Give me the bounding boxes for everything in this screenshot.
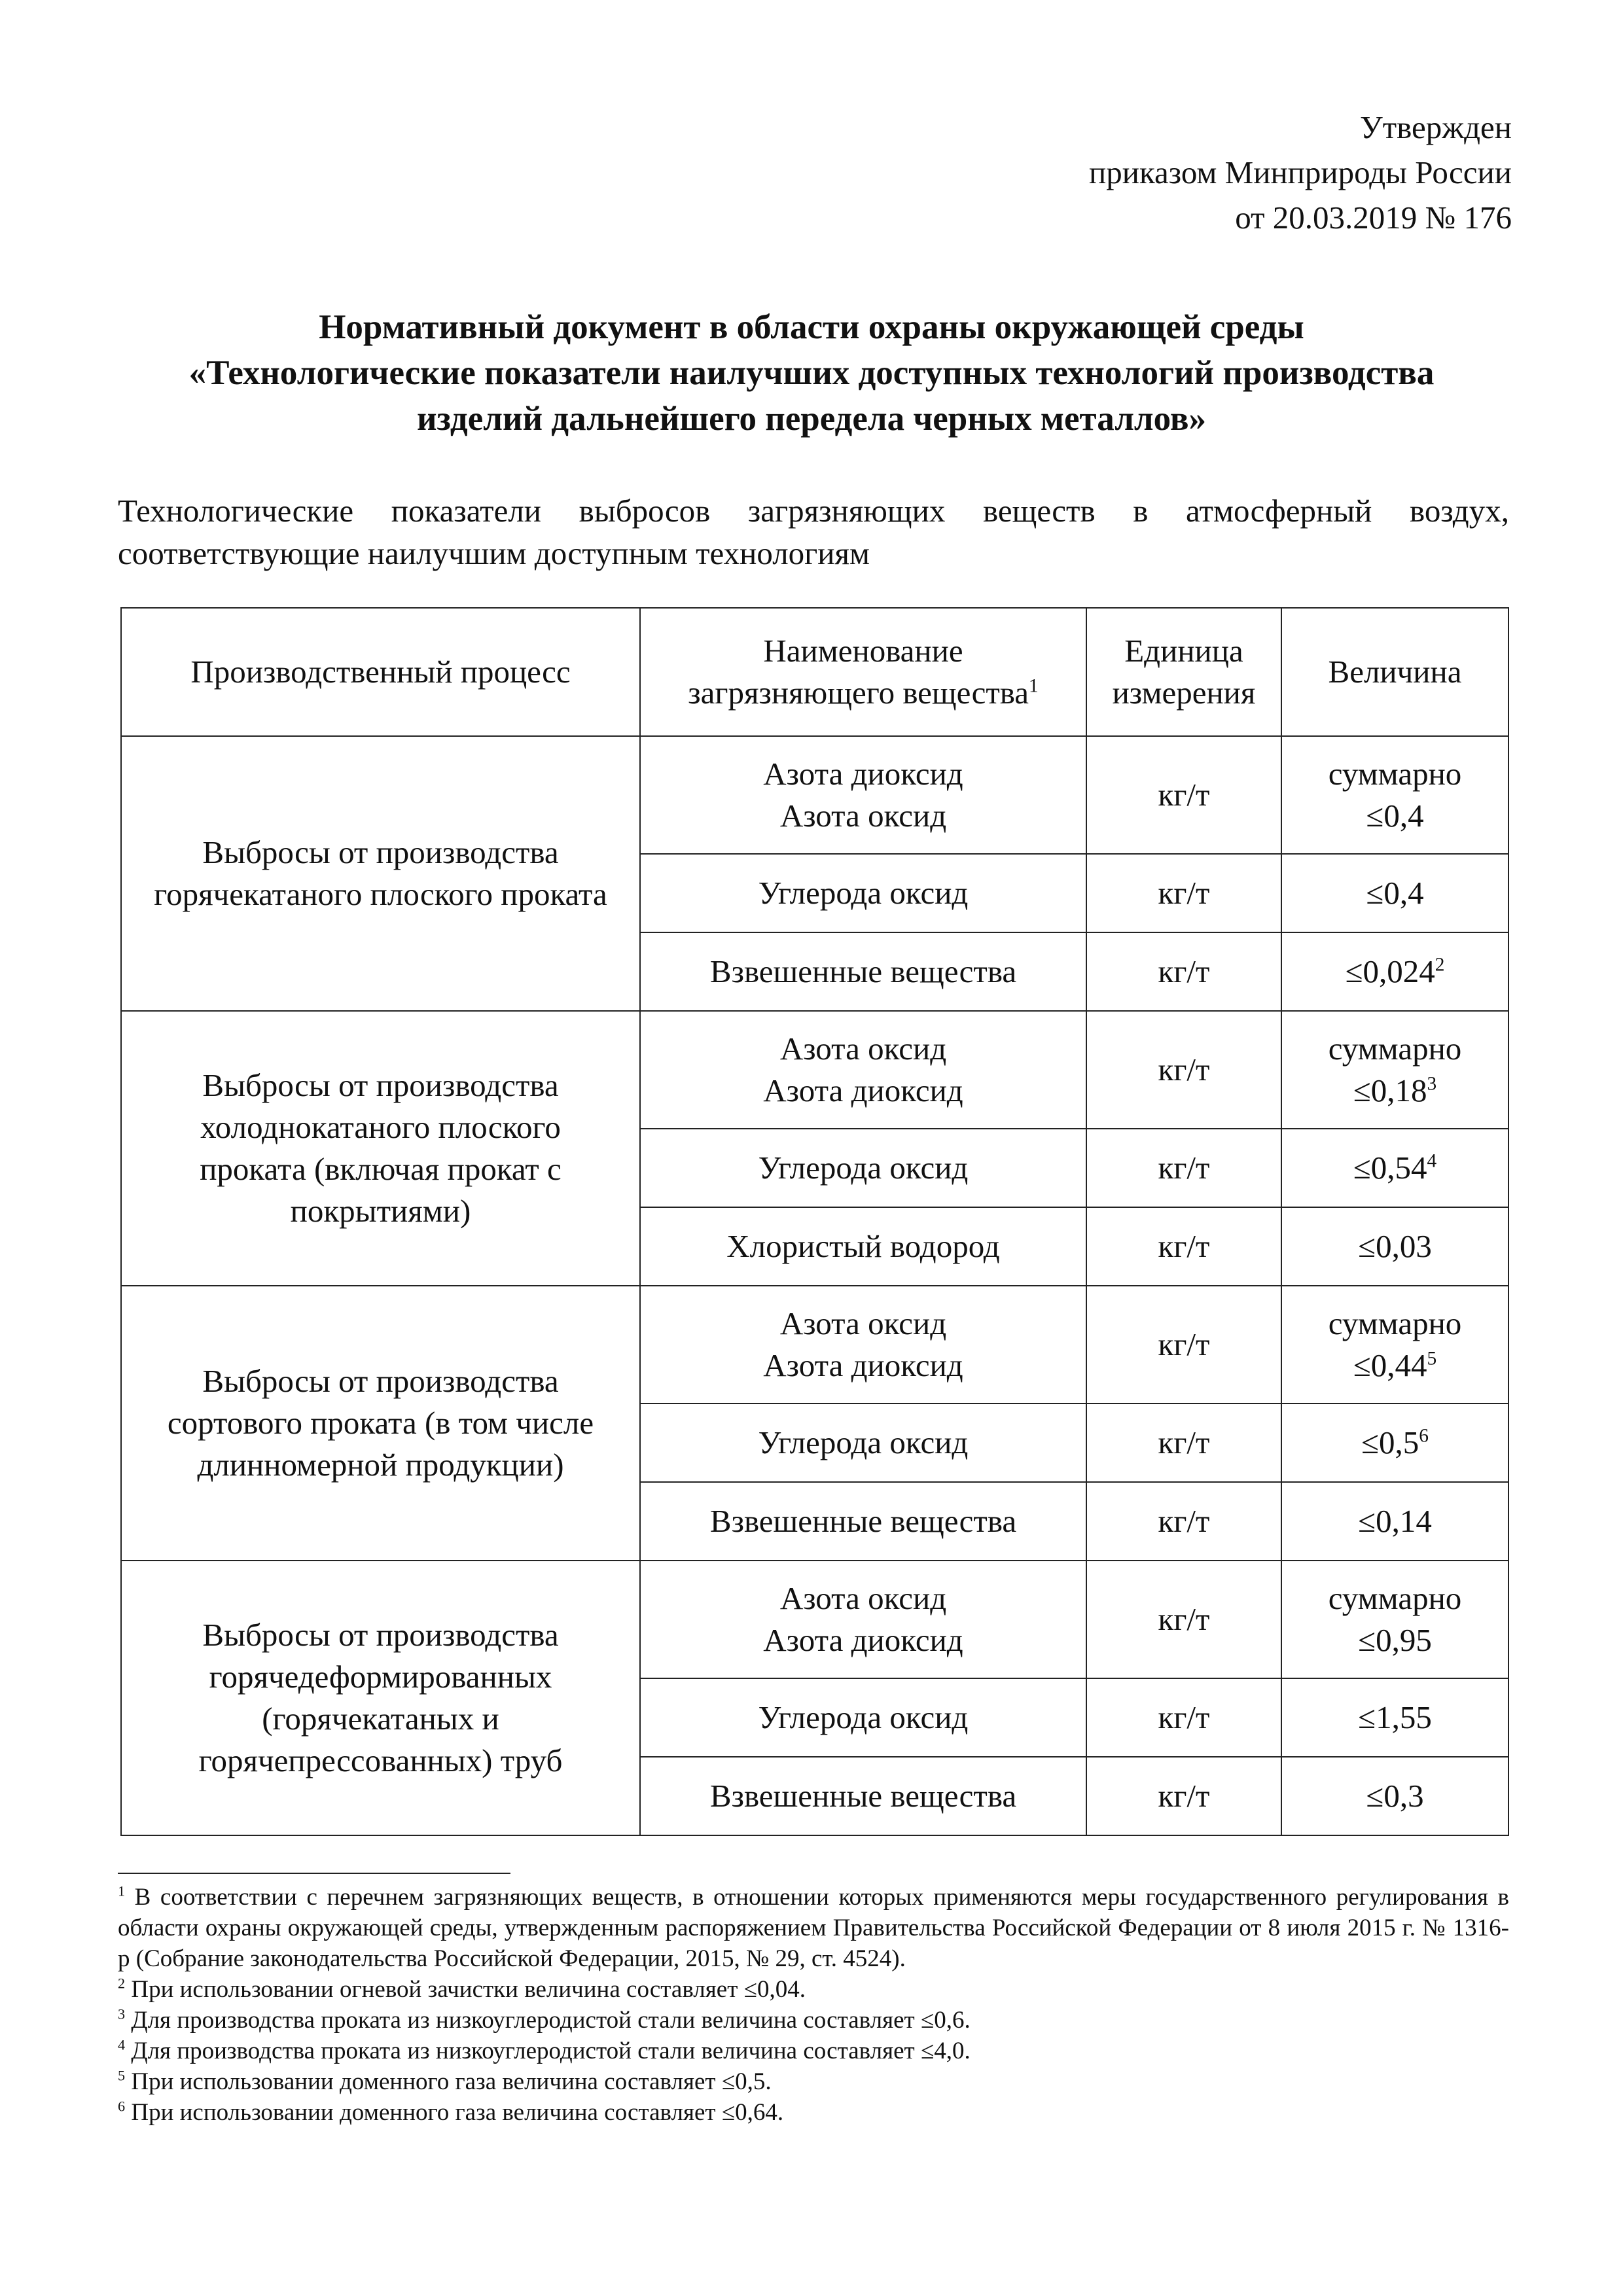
table-header-row	[121, 608, 1508, 736]
value-cell	[1281, 1404, 1508, 1482]
value-number: ≤0,14	[1358, 1503, 1432, 1539]
footnote-text: Для производства проката из низкоуглеродистой стали величина составляет ≤0,6.	[125, 2007, 971, 2034]
unit-cell: кг/т	[1086, 736, 1281, 854]
title-line: «Технологические показатели наилучших доступных технологий производства	[188, 354, 1435, 392]
value-cell	[1281, 736, 1508, 854]
value-number: ≤0,5	[1361, 1424, 1419, 1460]
table-row	[121, 1011, 1508, 1129]
value-number: ≤0,95	[1358, 1622, 1432, 1658]
substance-cell	[640, 854, 1086, 932]
approval-stamp	[923, 105, 1512, 240]
substance-name: Азота оксид	[779, 1305, 947, 1341]
footnote-text: В соответствии с перечнем загрязняющих веществ, в отношении которых применяются меры государственного регулирования в области охраны окружающей среды, утвержденным распоряжением Правительства Российской Федерации от 8 июля 2015 г. № 1316-р (Собрание законодательства Российской Федерации, 2015, № 29, ст. 4524).	[118, 1884, 1509, 1972]
unit-cell: кг/т	[1086, 1129, 1281, 1207]
process-line: холоднокатаного плоского	[200, 1109, 561, 1145]
caption-line: соответствующие наилучшим доступным технологиям	[118, 535, 870, 571]
footnote	[118, 1882, 1509, 1974]
value-cell	[1281, 1207, 1508, 1286]
footnote-number: 5	[118, 2067, 126, 2084]
unit-cell: кг/т	[1086, 932, 1281, 1011]
footnote-ref: 5	[1427, 1348, 1437, 1369]
footnotes	[118, 1882, 1509, 2128]
footnote-divider	[118, 1873, 510, 1874]
approval-date-line: от 20.03.2019 № 176	[1235, 200, 1512, 236]
substance-name: Взвешенные вещества	[709, 1778, 1017, 1814]
value-cell	[1281, 854, 1508, 932]
process-line: горячедеформированных	[209, 1659, 552, 1695]
unit-cell: кг/т	[1086, 1207, 1281, 1286]
value-qualifier: суммарно	[1328, 1580, 1462, 1616]
value-cell	[1281, 1561, 1508, 1678]
process-cell	[121, 1286, 640, 1561]
substance-name: Азота оксид	[779, 1031, 947, 1067]
value-number: ≤0,4	[1366, 798, 1424, 834]
value-number: ≤0,18	[1353, 1072, 1427, 1108]
value-number: ≤0,54	[1353, 1150, 1427, 1186]
substance-name: Углерода оксид	[758, 1424, 969, 1460]
unit-cell: кг/т	[1086, 854, 1281, 932]
substance-cell	[640, 1757, 1086, 1835]
emissions-table	[120, 607, 1509, 1836]
substance-cell	[640, 1129, 1086, 1207]
value-number: ≤0,4	[1366, 875, 1424, 911]
value-qualifier: суммарно	[1328, 1305, 1462, 1341]
process-line: покрытиями)	[290, 1193, 471, 1229]
substance-name: Азота диоксид	[763, 1347, 963, 1383]
substance-cell	[640, 736, 1086, 854]
value-cell	[1281, 1482, 1508, 1561]
substance-name: Взвешенные вещества	[709, 953, 1017, 989]
process-line: горячепрессованных) труб	[198, 1742, 563, 1778]
header-substance: Наименование загрязняющего вещества$^1$	[640, 608, 1086, 736]
footnote-ref: 3	[1427, 1073, 1437, 1095]
value-qualifier: суммарно	[1328, 756, 1462, 792]
process-line: Выбросы от производства	[202, 834, 559, 870]
footnote-text: Для производства проката из низкоуглеродистой стали величина составляет ≤4,0.	[125, 2038, 971, 2064]
substance-name: Хлористый водород	[726, 1228, 1000, 1264]
unit-cell: кг/т	[1086, 1011, 1281, 1129]
process-line: длинномерной продукции)	[197, 1447, 564, 1483]
process-line: проката (включая прокат с	[200, 1151, 562, 1187]
footnote-number: 3	[118, 2005, 126, 2022]
footnote-text: При использовании доменного газа величина составляет ≤0,64.	[125, 2099, 784, 2126]
value-number: ≤0,3	[1366, 1778, 1424, 1814]
process-line: (горячекатаных и	[262, 1701, 499, 1737]
substance-cell	[640, 1404, 1086, 1482]
process-cell	[121, 1561, 640, 1835]
footnote-number: 2	[118, 1975, 126, 1992]
value-cell	[1281, 1129, 1508, 1207]
substance-cell	[640, 1561, 1086, 1678]
unit-cell: кг/т	[1086, 1482, 1281, 1561]
footnote-ref: 1	[1029, 675, 1039, 697]
title-line: Нормативный документ в области охраны окружающей среды	[319, 308, 1304, 346]
header-unit: Единица измерения	[1086, 608, 1281, 736]
substance-cell	[640, 932, 1086, 1011]
value-cell	[1281, 1757, 1508, 1835]
substance-cell	[640, 1207, 1086, 1286]
substance-name: Азота диоксид	[763, 1072, 963, 1108]
footnote	[118, 2066, 1509, 2097]
unit-cell: кг/т	[1086, 1757, 1281, 1835]
value-number: ≤0,44	[1353, 1347, 1427, 1383]
approval-line: приказом Минприроды России	[1089, 154, 1512, 190]
footnote-number: 6	[118, 2098, 126, 2115]
value-cell	[1281, 932, 1508, 1011]
header-process: Производственный процесс	[121, 608, 640, 736]
unit-cell: кг/т	[1086, 1404, 1281, 1482]
process-line: Выбросы от производства	[202, 1363, 559, 1399]
substance-name: Взвешенные вещества	[709, 1503, 1017, 1539]
substance-cell	[640, 1286, 1086, 1404]
footnote	[118, 1974, 1509, 2005]
value-number: ≤0,03	[1358, 1228, 1432, 1264]
value-cell	[1281, 1286, 1508, 1404]
process-line: Выбросы от производства	[202, 1067, 559, 1103]
substance-name: Углерода оксид	[758, 1150, 969, 1186]
footnote-ref: 6	[1419, 1425, 1429, 1447]
footnote-ref: 4	[1427, 1150, 1437, 1172]
substance-name: Азота диоксид	[763, 1622, 963, 1658]
table-row	[121, 1561, 1508, 1678]
substance-cell	[640, 1482, 1086, 1561]
process-line: горячекатаного плоского проката	[154, 876, 607, 912]
footnote-text: При использовании огневой зачистки величина составляет ≤0,04.	[125, 1976, 806, 2003]
substance-name: Углерода оксид	[758, 1699, 969, 1735]
footnote-number: 4	[118, 2036, 126, 2053]
table-row	[121, 1286, 1508, 1404]
value-cell	[1281, 1011, 1508, 1129]
footnote-ref: 2	[1435, 954, 1445, 976]
footnote	[118, 2097, 1509, 2128]
unit-cell: кг/т	[1086, 1678, 1281, 1757]
footnote-number: 1	[118, 1882, 126, 1899]
footnote-text: При использовании доменного газа величина составляет ≤0,5.	[125, 2068, 772, 2095]
process-cell	[121, 736, 640, 1011]
unit-cell: кг/т	[1086, 1286, 1281, 1404]
title-line: изделий дальнейшего передела черных металлов»	[417, 400, 1206, 438]
value-qualifier: суммарно	[1328, 1031, 1462, 1067]
caption-line: Технологические показатели выбросов загрязняющих веществ в атмосферный воздух,	[118, 493, 1509, 529]
header-value: Величина	[1281, 608, 1508, 736]
substance-cell	[640, 1011, 1086, 1129]
substance-name: Азота оксид	[779, 798, 947, 834]
process-cell	[121, 1011, 640, 1286]
value-cell	[1281, 1678, 1508, 1757]
table-row	[121, 736, 1508, 854]
process-line: Выбросы от производства	[202, 1617, 559, 1653]
document-title	[118, 304, 1505, 442]
footnote	[118, 2036, 1509, 2066]
substance-name: Азота оксид	[779, 1580, 947, 1616]
unit-cell: кг/т	[1086, 1561, 1281, 1678]
value-number: ≤1,55	[1358, 1699, 1432, 1735]
substance-name: Углерода оксид	[758, 875, 969, 911]
substance-cell	[640, 1678, 1086, 1757]
substance-name: Азота диоксид	[763, 756, 963, 792]
footnote	[118, 2005, 1509, 2036]
value-number: ≤0,024	[1345, 953, 1435, 989]
table-caption	[118, 489, 1509, 574]
process-line: сортового проката (в том числе	[167, 1405, 594, 1441]
approval-line: Утвержден	[1360, 109, 1512, 145]
